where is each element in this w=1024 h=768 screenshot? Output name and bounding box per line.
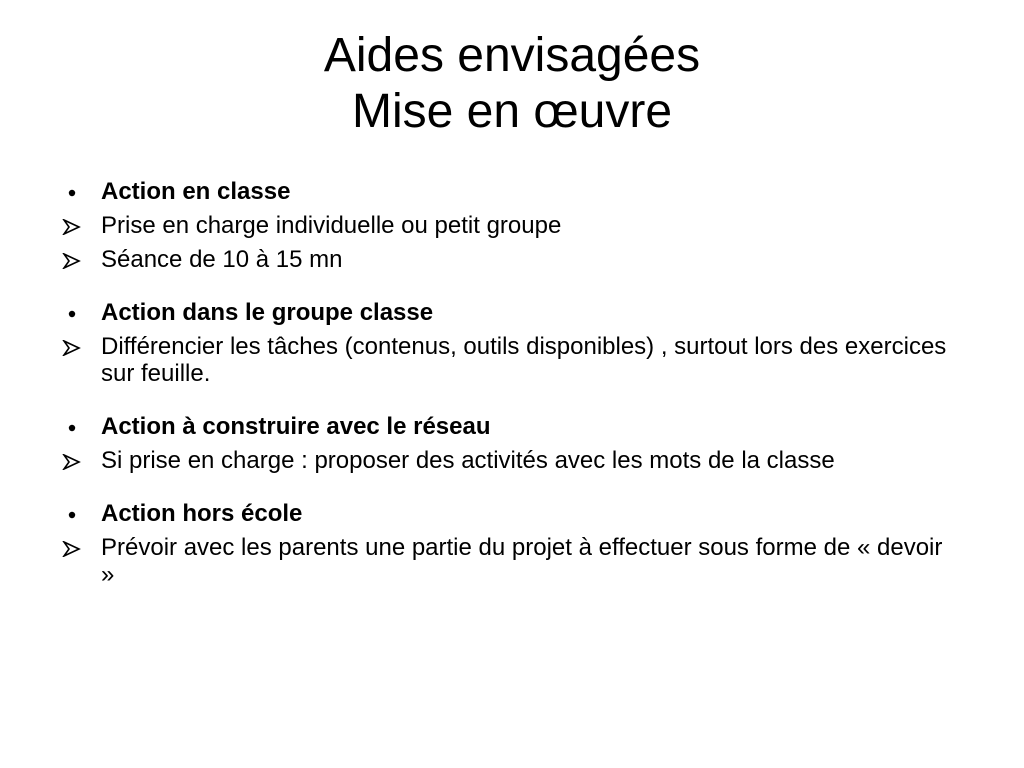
list-item-text: Si prise en charge : proposer des activités avec les mots de la classe (101, 447, 835, 474)
list-item-text: Différencier les tâches (contenus, outils disponibles) , surtout lors des exercices sur feuille. (101, 333, 947, 387)
list-item-text: Prévoir avec les parents une partie du projet à effectuer sous forme de « devoir » (101, 534, 943, 588)
list-item (60, 534, 960, 588)
section-heading: Action dans le groupe classe (101, 299, 434, 326)
bullet-dot-icon (60, 413, 101, 434)
section-heading-row (60, 500, 960, 527)
section-heading: Action en classe (101, 178, 291, 205)
section-action-en-classe (60, 178, 960, 273)
bullet-dot-icon (60, 299, 101, 320)
section-heading-row (60, 299, 960, 326)
title-line-2: Mise en œuvre (351, 85, 673, 138)
list-item (60, 212, 960, 239)
title-line-1: Aides envisagées (323, 29, 701, 82)
section-action-reseau (60, 413, 960, 474)
slide-content (60, 178, 960, 614)
section-action-hors-ecole (60, 500, 960, 588)
arrow-bullet-icon (60, 246, 101, 269)
list-item (60, 447, 960, 474)
list-item (60, 246, 960, 273)
list-item (60, 333, 960, 387)
arrow-bullet-icon (60, 447, 101, 470)
section-heading: Action hors école (101, 500, 303, 527)
section-action-groupe-classe (60, 299, 960, 387)
list-item-text: Prise en charge individuelle ou petit groupe (101, 212, 562, 239)
bullet-dot-icon (60, 500, 101, 521)
slide-title (0, 28, 1024, 140)
list-item-text: Séance de 10 à 15 mn (101, 246, 343, 273)
arrow-bullet-icon (60, 212, 101, 235)
section-heading: Action à construire avec le réseau (101, 413, 491, 440)
bullet-dot-icon (60, 178, 101, 199)
section-heading-row (60, 178, 960, 205)
arrow-bullet-icon (60, 534, 101, 557)
section-heading-row (60, 413, 960, 440)
arrow-bullet-icon (60, 333, 101, 356)
